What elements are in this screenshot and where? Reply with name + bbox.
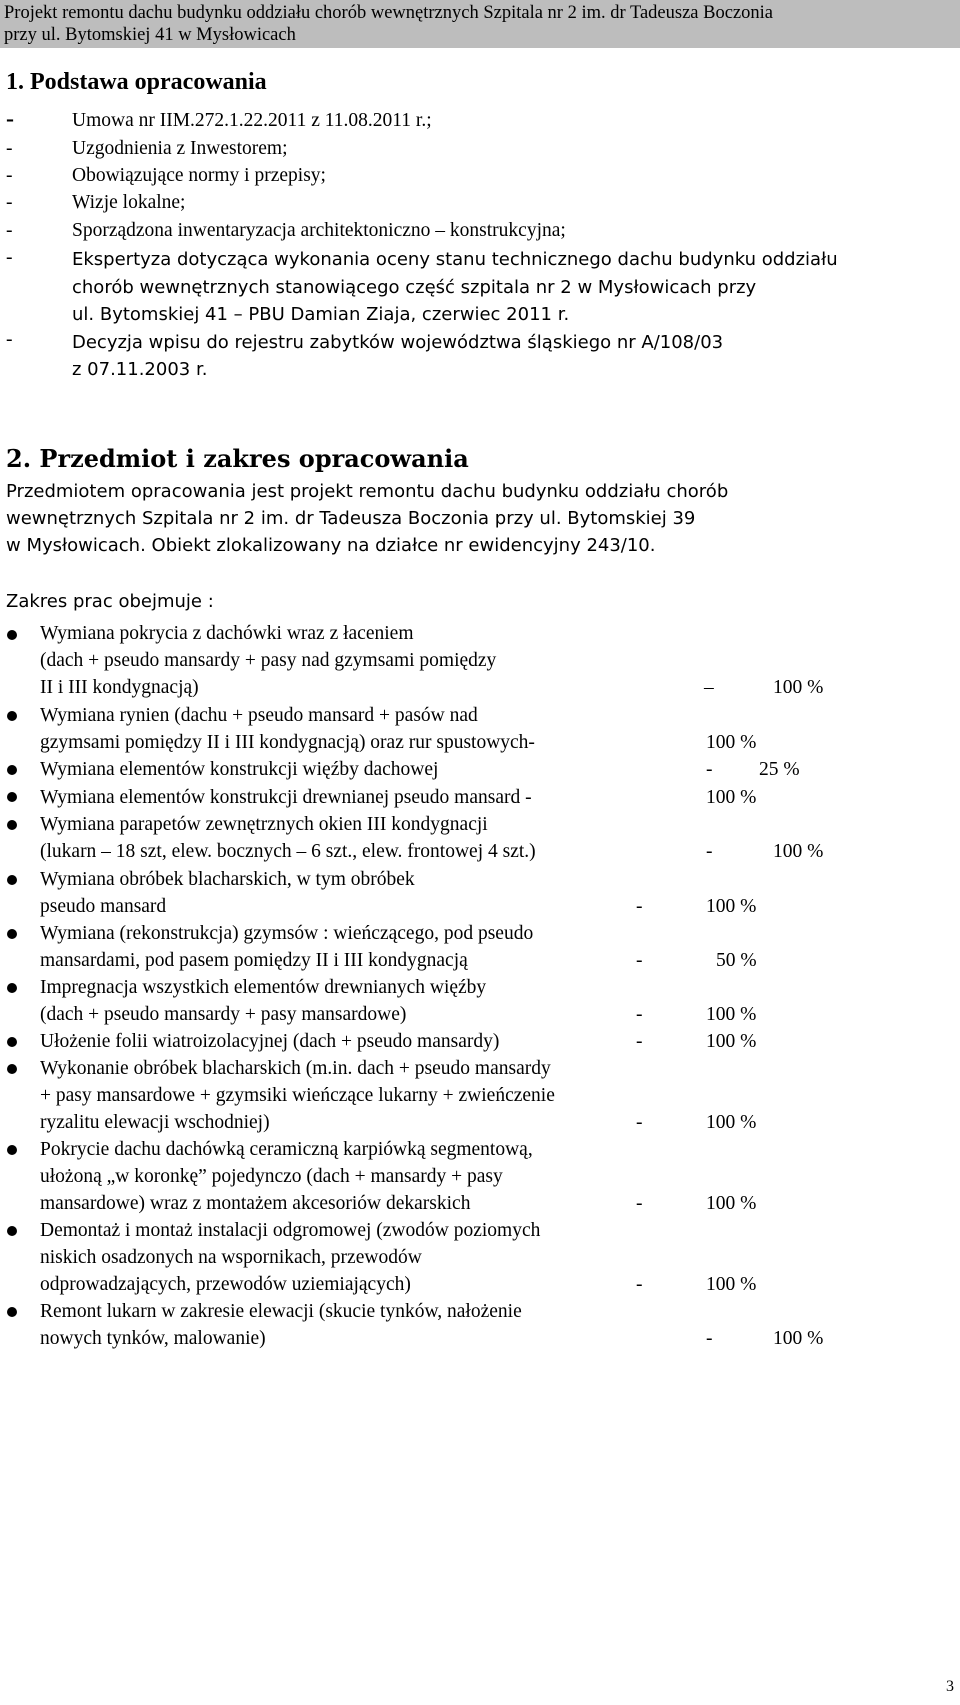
page-number: 3 bbox=[946, 1678, 954, 1695]
dash-mark: - bbox=[636, 950, 643, 971]
percent-value: 100 % bbox=[706, 1193, 757, 1214]
scope-line: (lukarn – 18 szt, elew. bocznych – 6 szt., elew. frontowej 4 szt.) bbox=[40, 841, 536, 862]
scope-line: (dach + pseudo mansardy + pasy nad gzymsami pomiędzy bbox=[40, 650, 497, 671]
list-dash: - bbox=[6, 247, 13, 268]
bullet bbox=[7, 1064, 17, 1074]
scope-line: Ułożenie folii wiatroizolacyjnej (dach + pseudo mansardy) bbox=[40, 1031, 500, 1052]
list-dash: - bbox=[6, 220, 13, 241]
basis-item-4: Wizje lokalne; bbox=[72, 192, 186, 213]
dash-mark: - bbox=[636, 1193, 643, 1214]
bullet bbox=[7, 1307, 17, 1317]
scope-line: + pasy mansardowe + gzymsiki wieńczące lukarny + zwieńczenie bbox=[40, 1085, 555, 1106]
description-line-3: w Mysłowicach. Obiekt zlokalizowany na działce nr ewidencyjny 243/10. bbox=[6, 535, 656, 556]
dash-mark: - bbox=[636, 1031, 643, 1052]
basis-item-6-cont: chorób wewnętrznych stanowiącego część szpitala nr 2 w Mysłowicach przy bbox=[72, 277, 757, 298]
scope-line: Wymiana (rekonstrukcja) gzymsów : wieńczącego, pod pseudo bbox=[40, 923, 534, 944]
scope-line: Impregnacja wszystkich elementów drewnianych więźby bbox=[40, 977, 487, 998]
scope-line: Wymiana pokrycia z dachówki wraz z łaceniem bbox=[40, 623, 414, 644]
bullet bbox=[7, 875, 17, 885]
header-line-2: przy ul. Bytomskiej 41 w Mysłowicach bbox=[4, 25, 296, 45]
scope-line: niskich osadzonych na wspornikach, przewodów bbox=[40, 1247, 422, 1268]
description-line-1: Przedmiotem opracowania jest projekt remontu dachu budynku oddziału chorób bbox=[6, 481, 729, 502]
scope-line: II i III kondygnacją) bbox=[40, 677, 199, 698]
dash-mark: - bbox=[636, 1004, 643, 1025]
basis-item-1: Umowa nr IIM.272.1.22.2011 z 11.08.2011 r.; bbox=[72, 110, 432, 131]
scope-line: mansardami, pod pasem pomiędzy II i III kondygnacją bbox=[40, 950, 468, 971]
dash-mark: - bbox=[706, 1328, 713, 1349]
percent-value: 25 % bbox=[759, 759, 800, 780]
scope-line: Wymiana obróbek blacharskich, w tym obróbek bbox=[40, 869, 415, 890]
description-line-2: wewnętrznych Szpitala nr 2 im. dr Tadeusza Boczonia przy ul. Bytomskiej 39 bbox=[6, 508, 696, 529]
bullet bbox=[7, 820, 17, 830]
percent-value: 100 % bbox=[706, 1004, 757, 1025]
list-dash: - bbox=[6, 329, 13, 350]
list-dash: - bbox=[6, 192, 13, 213]
basis-item-3: Obowiązujące normy i przepisy; bbox=[72, 165, 326, 186]
dash-mark: - bbox=[636, 1274, 643, 1295]
percent-value: 100 % bbox=[706, 787, 757, 808]
running-header bbox=[0, 0, 960, 48]
bullet bbox=[7, 929, 17, 939]
basis-item-7-cont: z 07.11.2003 r. bbox=[72, 359, 208, 380]
bullet bbox=[7, 792, 17, 802]
scope-line: gzymsami pomiędzy II i III kondygnacją) oraz rur spustowych- bbox=[40, 732, 535, 753]
dash-mark: – bbox=[704, 677, 714, 698]
scope-line: odprowadzających, przewodów uziemiających) bbox=[40, 1274, 411, 1295]
scope-line: ułożoną „w koronkę” pojedynczo (dach + mansardy + pasy bbox=[40, 1166, 503, 1187]
list-dash: - bbox=[6, 165, 13, 186]
scope-line: mansardowe) wraz z montażem akcesoriów dekarskich bbox=[40, 1193, 471, 1214]
basis-item-6: Ekspertyza dotycząca wykonania oceny stanu technicznego dachu budynku oddziału bbox=[72, 249, 838, 270]
dash-mark: - bbox=[706, 841, 713, 862]
scope-line: Remont lukarn w zakresie elewacji (skucie tynków, nałożenie bbox=[40, 1301, 522, 1322]
scope-line: Wymiana elementów konstrukcji drewnianej pseudo mansard - bbox=[40, 787, 532, 808]
basis-item-7: Decyzja wpisu do rejestru zabytków województwa śląskiego nr A/108/03 bbox=[72, 332, 724, 353]
scope-line: ryzalitu elewacji wschodniej) bbox=[40, 1112, 270, 1133]
bullet bbox=[7, 1226, 17, 1236]
percent-value: 100 % bbox=[773, 677, 824, 698]
list-dash: - bbox=[6, 106, 14, 132]
section-1-heading: 1. Podstawa opracowania bbox=[6, 69, 267, 95]
scope-intro: Zakres prac obejmuje : bbox=[6, 591, 214, 612]
header-line-1: Projekt remontu dachu budynku oddziału chorób wewnętrznych Szpitala nr 2 im. dr Tadeusza Boczonia bbox=[4, 3, 773, 23]
scope-line: nowych tynków, malowanie) bbox=[40, 1328, 266, 1349]
percent-value: 100 % bbox=[706, 1274, 757, 1295]
scope-line: Wykonanie obróbek blacharskich (m.in. dach + pseudo mansardy bbox=[40, 1058, 551, 1079]
bullet bbox=[7, 1037, 17, 1047]
percent-value: 100 % bbox=[773, 841, 824, 862]
percent-value: 100 % bbox=[706, 1031, 757, 1052]
basis-item-5: Sporządzona inwentaryzacja architektoniczno – konstrukcyjna; bbox=[72, 220, 566, 241]
scope-line: Pokrycie dachu dachówką ceramiczną karpiówką segmentową, bbox=[40, 1139, 533, 1160]
bullet bbox=[7, 1145, 17, 1155]
percent-value: 50 % bbox=[716, 950, 757, 971]
dash-mark: - bbox=[706, 759, 713, 780]
bullet bbox=[7, 765, 17, 775]
scope-line: Demontaż i montaż instalacji odgromowej (zwodów poziomych bbox=[40, 1220, 541, 1241]
bullet bbox=[7, 711, 17, 721]
percent-value: 100 % bbox=[706, 732, 757, 753]
scope-line: Wymiana elementów konstrukcji więźby dachowej bbox=[40, 759, 439, 780]
scope-line: pseudo mansard bbox=[40, 896, 167, 917]
dash-mark: - bbox=[636, 1112, 643, 1133]
bullet bbox=[7, 983, 17, 993]
dash-mark: - bbox=[636, 896, 643, 917]
list-dash: - bbox=[6, 138, 13, 159]
bullet bbox=[7, 630, 17, 640]
percent-value: 100 % bbox=[773, 1328, 824, 1349]
scope-line: (dach + pseudo mansardy + pasy mansardowe) bbox=[40, 1004, 407, 1025]
percent-value: 100 % bbox=[706, 1112, 757, 1133]
section-2-heading: 2. Przedmiot i zakres opracowania bbox=[6, 444, 469, 473]
percent-value: 100 % bbox=[706, 896, 757, 917]
basis-item-6-cont: ul. Bytomskiej 41 – PBU Damian Ziaja, czerwiec 2011 r. bbox=[72, 304, 570, 325]
basis-item-2: Uzgodnienia z Inwestorem; bbox=[72, 138, 288, 159]
scope-line: Wymiana rynien (dachu + pseudo mansard + pasów nad bbox=[40, 705, 478, 726]
scope-line: Wymiana parapetów zewnętrznych okien III kondygnacji bbox=[40, 814, 488, 835]
